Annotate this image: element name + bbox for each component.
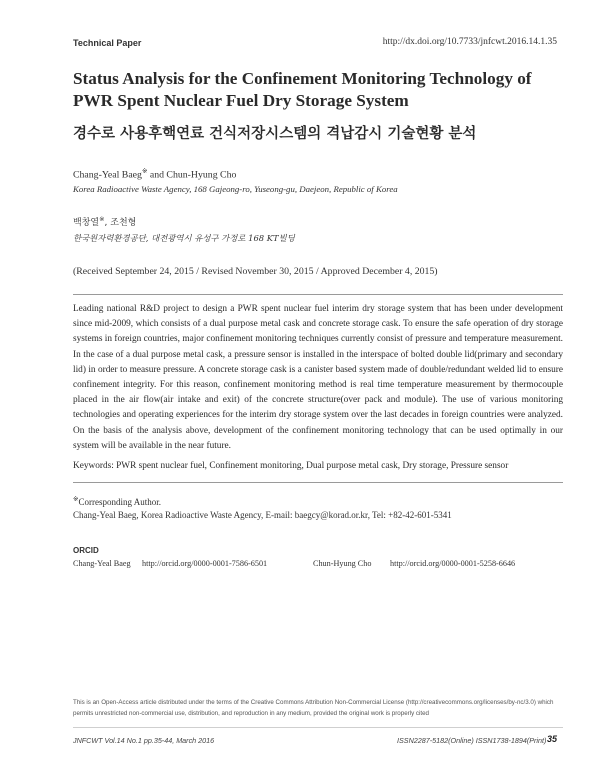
corresponding-mark-ko: ※ bbox=[99, 215, 105, 223]
abstract-top-rule bbox=[73, 294, 563, 295]
page-number: 35 bbox=[547, 734, 558, 744]
abstract-text: Leading national R&D project to design a PWR spent nuclear fuel interim dry storage system that has been under development since mid-2009, which consists of a dual purpose metal cask and concrete storage cask. To ensure the safe operation of dry storage systems in foreign countries, major confinement monitoring techniques currently consist of pressure and temperature measurement. In the case of a dual purpose metal cask, a pressure sensor is installed in the interspace of bolted double lid(primary and secondary lid) in order to measure pressure. A concrete storage cask is a canister based system made of double/redundant welded lid to ensure confinement integrity. For this reason, confinement monitoring method is real time temperature measurement by thermocouple placed in the air flow(air intake and exit) of the concrete structure(over pack and module). The use of various monitoring technologies and operating experiences for the interim dry storage system over the last decades in foreign countries were analyzed. On the basis of the analysis above, development of the confinement monitoring technology that can be used optimally in our system will be available in the near future. bbox=[73, 304, 563, 451]
author-rest: and Chun-Hyung Cho bbox=[147, 169, 237, 181]
received-dates: (Received September 24, 2015 / Revised November 30, 2015 / Approved December 4, 2015) bbox=[73, 266, 438, 277]
license-notice: This is an Open-Access article distributed under the terms of the Creative Commons Attribution Non-Commercial License (http://creativecommons.org/licenses/by-nc/3.0) which permits unrestricted non-commercial use, distribution, and reproduction in any medium, provided the original work is properly cited bbox=[73, 699, 554, 717]
doi-link[interactable]: http://dx.doi.org/10.7733/jnfcwt.2016.14.1.35 bbox=[382, 37, 557, 47]
author-1-name-ko: 백창열 bbox=[73, 218, 100, 228]
affiliation-korean: 한국원자력환경공단, 대전광역시 유성구 가정로 168 KT빌딩 bbox=[73, 233, 295, 243]
keywords: Keywords: PWR spent nuclear fuel, Confinement monitoring, Dual purpose metal cask, Dry storage, Pressure sensor bbox=[73, 461, 509, 471]
orcid-heading: ORCID bbox=[73, 546, 99, 555]
corresponding-author-detail: Chang-Yeal Baeg, Korea Radioactive Waste Agency, E-mail: baegcy@korad.or.kr, Tel: +82-42-601-5341 bbox=[73, 510, 452, 520]
title-english: Status Analysis for the Confinement Monitoring Technology of PWR Spent Nuclear Fuel Dry Storage System bbox=[73, 69, 532, 110]
corresponding-author bbox=[73, 493, 452, 522]
journal-citation: JNFCWT Vol.14 No.1 pp.35-44, March 2016 bbox=[73, 736, 215, 745]
orcid-link-1[interactable]: http://orcid.org/0000-0001-7586-6501 bbox=[142, 559, 268, 568]
corresponding-mark-footnote: ※ bbox=[73, 496, 79, 503]
authors-english bbox=[73, 167, 236, 180]
orcid-link-2[interactable]: http://orcid.org/0000-0001-5258-6646 bbox=[390, 559, 516, 568]
title-korean: 경수로 사용후핵연료 건식저장시스템의 격납감시 기술현황 분석 bbox=[73, 126, 477, 142]
orcid-name-1: Chang-Yeal Baeg bbox=[73, 559, 131, 568]
author-rest-ko: , 조천형 bbox=[104, 218, 137, 228]
author-1-name: Chang-Yeal Baeg bbox=[73, 169, 142, 181]
article-type-label: Technical Paper bbox=[73, 38, 142, 48]
footer-rule bbox=[73, 727, 563, 728]
corresponding-mark: ※ bbox=[141, 168, 148, 175]
issn-info: ISSN2287-5182(Online) ISSN1738-1894(Print) bbox=[397, 736, 547, 745]
affiliation-english: Korea Radioactive Waste Agency, 168 Gajeong-ro, Yuseong-gu, Daejeon, Republic of Korea bbox=[73, 184, 398, 194]
corresponding-author-label: ※Corresponding Author. bbox=[73, 496, 161, 507]
orcid-name-2: Chun-Hyung Cho bbox=[313, 559, 372, 568]
authors-korean bbox=[73, 215, 136, 228]
abstract-bottom-rule bbox=[73, 482, 563, 483]
